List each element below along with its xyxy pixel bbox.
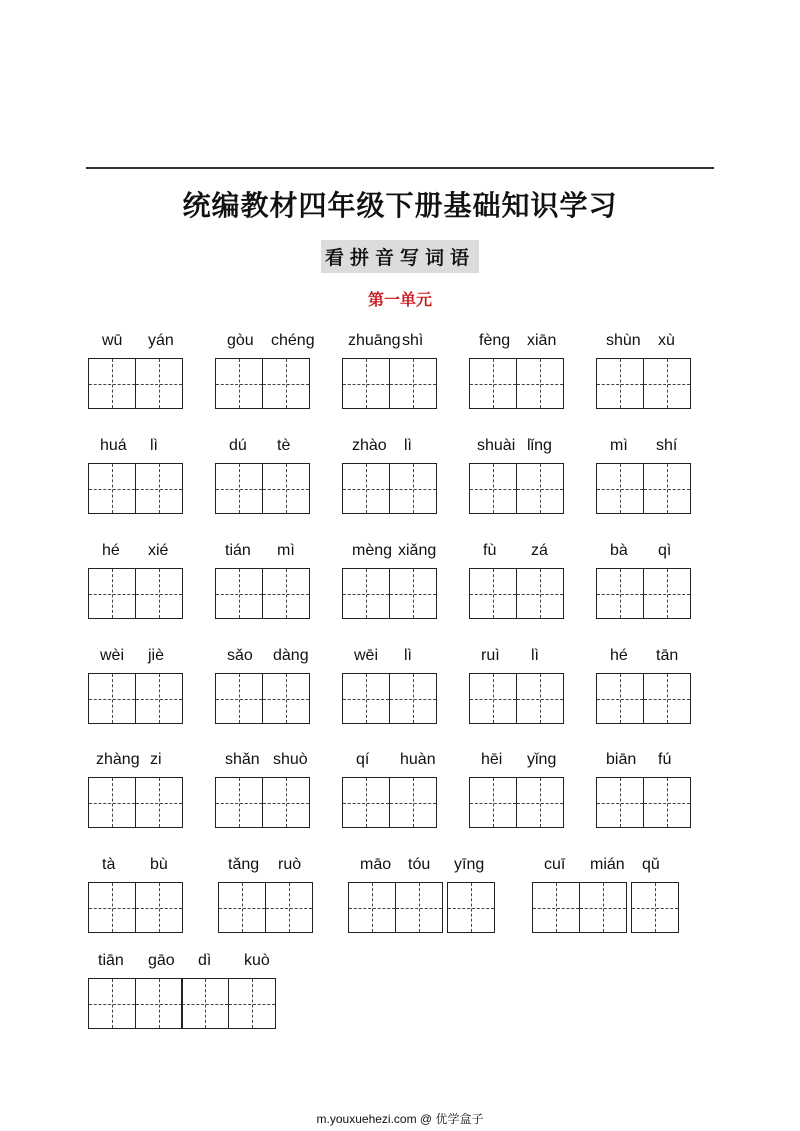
pinyin-syllable: lì	[404, 437, 412, 454]
writing-boxes	[88, 777, 181, 828]
writing-cell[interactable]	[631, 882, 679, 933]
pinyin-syllable: gòu	[227, 332, 254, 349]
pinyin-syllable: huá	[100, 437, 127, 454]
writing-cell[interactable]	[262, 463, 310, 514]
pinyin-syllable: huàn	[400, 751, 436, 768]
writing-boxes	[596, 673, 689, 724]
writing-cell[interactable]	[516, 358, 564, 409]
pinyin-syllable: xié	[148, 542, 169, 559]
pinyin-syllable: mì	[277, 542, 295, 559]
subtitle-container	[0, 240, 800, 273]
writing-cell[interactable]	[643, 358, 691, 409]
writing-cell[interactable]	[596, 358, 644, 409]
writing-cell[interactable]	[469, 358, 517, 409]
writing-cell[interactable]	[215, 777, 263, 828]
top-rule	[86, 167, 714, 169]
writing-cell[interactable]	[218, 882, 266, 933]
pinyin-syllable: gāo	[148, 952, 175, 969]
writing-boxes	[596, 463, 689, 514]
writing-cell[interactable]	[389, 673, 437, 724]
pinyin-syllable: tián	[225, 542, 251, 559]
writing-cell[interactable]	[215, 568, 263, 619]
writing-cell[interactable]	[516, 568, 564, 619]
pinyin-syllable: dú	[229, 437, 247, 454]
pinyin-syllable: jiè	[148, 647, 165, 664]
pinyin-syllable: shùn	[606, 332, 641, 349]
pinyin-syllable: lì	[531, 647, 539, 664]
pinyin-syllable: qì	[658, 542, 672, 559]
pinyin-syllable: tiān	[98, 952, 124, 969]
writing-cell[interactable]	[389, 777, 437, 828]
writing-boxes	[596, 568, 689, 619]
pinyin-syllable: shì	[402, 332, 424, 349]
writing-boxes	[532, 882, 678, 933]
writing-cell[interactable]	[469, 568, 517, 619]
pinyin-syllable: tà	[102, 856, 116, 873]
writing-cell[interactable]	[389, 463, 437, 514]
pinyin-syllable: wū	[102, 332, 123, 349]
pinyin-syllable: fú	[658, 751, 672, 768]
pinyin-syllable: sǎo	[227, 647, 253, 664]
writing-boxes	[342, 463, 435, 514]
pinyin-syllable: chéng	[271, 332, 315, 349]
pinyin-syllable: zi	[150, 751, 162, 768]
writing-cell[interactable]	[262, 358, 310, 409]
writing-cell[interactable]	[516, 777, 564, 828]
pinyin-syllable: shí	[656, 437, 678, 454]
writing-cell[interactable]	[596, 568, 644, 619]
writing-cell[interactable]	[215, 358, 263, 409]
writing-boxes	[88, 568, 181, 619]
writing-cell[interactable]	[469, 777, 517, 828]
writing-cell[interactable]	[596, 673, 644, 724]
writing-cell[interactable]	[265, 882, 313, 933]
pinyin-syllable: xiān	[527, 332, 557, 349]
pinyin-syllable: yán	[148, 332, 174, 349]
pinyin-syllable: yīng	[454, 856, 485, 873]
pinyin-syllable: biān	[606, 751, 637, 768]
pinyin-syllable: qǔ	[642, 856, 660, 873]
pinyin-syllable: hé	[610, 647, 628, 664]
writing-boxes	[215, 568, 308, 619]
writing-boxes	[215, 358, 308, 409]
writing-boxes	[469, 463, 562, 514]
pinyin-syllable: wēi	[354, 647, 379, 664]
pinyin-syllable: mì	[610, 437, 628, 454]
writing-boxes	[342, 358, 435, 409]
writing-cell[interactable]	[643, 568, 691, 619]
writing-cell[interactable]	[342, 777, 390, 828]
writing-boxes	[215, 777, 308, 828]
pinyin-syllable: kuò	[244, 952, 270, 969]
writing-boxes	[88, 882, 181, 933]
pinyin-syllable: shuò	[273, 751, 308, 768]
writing-cell[interactable]	[135, 463, 183, 514]
writing-boxes	[348, 882, 494, 933]
writing-cell[interactable]	[643, 673, 691, 724]
pinyin-syllable: lì	[404, 647, 412, 664]
writing-cell[interactable]	[215, 673, 263, 724]
writing-cell[interactable]	[88, 463, 136, 514]
writing-cell[interactable]	[88, 568, 136, 619]
writing-cell[interactable]	[135, 673, 183, 724]
pinyin-syllable: wèi	[100, 647, 125, 664]
writing-cell[interactable]	[88, 978, 136, 1029]
writing-cell[interactable]	[181, 978, 229, 1029]
writing-boxes	[469, 358, 562, 409]
writing-cell[interactable]	[395, 882, 443, 933]
footer-source: m.youxuehezi.com @ 优学盒子	[316, 1112, 484, 1126]
writing-cell[interactable]	[389, 358, 437, 409]
writing-boxes	[469, 777, 562, 828]
writing-boxes	[88, 358, 181, 409]
writing-cell[interactable]	[228, 978, 276, 1029]
writing-cell[interactable]	[262, 568, 310, 619]
writing-cell[interactable]	[88, 358, 136, 409]
section-subtitle: 看拼音写词语	[321, 240, 479, 273]
pinyin-syllable: tān	[656, 647, 679, 664]
writing-boxes	[88, 463, 181, 514]
writing-cell[interactable]	[135, 882, 183, 933]
writing-cell[interactable]	[135, 358, 183, 409]
pinyin-syllable: yǐng	[527, 751, 557, 768]
pinyin-syllable: tóu	[408, 856, 431, 873]
pinyin-syllable: zhào	[352, 437, 387, 454]
writing-cell[interactable]	[135, 568, 183, 619]
writing-cell[interactable]	[516, 463, 564, 514]
writing-boxes	[469, 568, 562, 619]
writing-boxes	[469, 673, 562, 724]
writing-cell[interactable]	[447, 882, 495, 933]
writing-cell[interactable]	[596, 463, 644, 514]
writing-cell[interactable]	[596, 777, 644, 828]
writing-boxes	[215, 673, 308, 724]
pinyin-syllable: cuī	[544, 856, 566, 873]
writing-cell[interactable]	[88, 882, 136, 933]
page-title: 统编教材四年级下册基础知识学习	[182, 189, 618, 222]
writing-cell[interactable]	[215, 463, 263, 514]
pinyin-syllable: dàng	[273, 647, 309, 664]
writing-cell[interactable]	[342, 568, 390, 619]
writing-cell[interactable]	[262, 777, 310, 828]
pinyin-syllable: xù	[658, 332, 675, 349]
pinyin-syllable: mèng	[352, 542, 393, 559]
writing-cell[interactable]	[469, 673, 517, 724]
pinyin-syllable: zá	[531, 542, 548, 559]
pinyin-syllable: qí	[356, 751, 370, 768]
writing-boxes	[342, 568, 435, 619]
writing-cell[interactable]	[342, 358, 390, 409]
pinyin-syllable: mián	[590, 856, 625, 873]
pinyin-syllable: shuài	[477, 437, 516, 454]
writing-cell[interactable]	[88, 673, 136, 724]
pinyin-syllable: ruò	[278, 856, 302, 873]
pinyin-syllable: dì	[198, 952, 212, 969]
writing-boxes	[596, 358, 689, 409]
writing-cell[interactable]	[579, 882, 627, 933]
writing-cell[interactable]	[532, 882, 580, 933]
writing-cell[interactable]	[135, 978, 183, 1029]
writing-cell[interactable]	[643, 463, 691, 514]
pinyin-syllable: lǐng	[527, 437, 552, 454]
pinyin-syllable: fèng	[479, 332, 511, 349]
pinyin-syllable: hé	[102, 542, 120, 559]
pinyin-syllable: hēi	[481, 751, 503, 768]
pinyin-syllable: tè	[277, 437, 291, 454]
writing-cell[interactable]	[348, 882, 396, 933]
writing-boxes	[218, 882, 311, 933]
writing-cell[interactable]	[389, 568, 437, 619]
writing-cell[interactable]	[135, 777, 183, 828]
pinyin-syllable: tǎng	[228, 856, 260, 873]
pinyin-syllable: māo	[360, 856, 392, 873]
writing-boxes	[88, 673, 181, 724]
writing-boxes	[88, 978, 274, 1029]
writing-cell[interactable]	[516, 673, 564, 724]
pinyin-syllable: bà	[610, 542, 628, 559]
writing-boxes	[596, 777, 689, 828]
pinyin-syllable: bù	[150, 856, 168, 873]
writing-cell[interactable]	[342, 673, 390, 724]
pinyin-syllable: lì	[150, 437, 158, 454]
writing-cell[interactable]	[469, 463, 517, 514]
writing-cell[interactable]	[88, 777, 136, 828]
writing-cell[interactable]	[342, 463, 390, 514]
pinyin-syllable: shǎn	[225, 751, 260, 768]
pinyin-syllable: zhuāng	[348, 332, 401, 349]
pinyin-syllable: zhàng	[96, 751, 140, 768]
writing-boxes	[342, 777, 435, 828]
writing-boxes	[342, 673, 435, 724]
unit-heading: 第一单元	[367, 290, 432, 309]
writing-cell[interactable]	[262, 673, 310, 724]
writing-cell[interactable]	[643, 777, 691, 828]
pinyin-syllable: xiǎng	[398, 542, 437, 559]
writing-boxes	[215, 463, 308, 514]
pinyin-syllable: ruì	[481, 647, 500, 664]
pinyin-syllable: fù	[483, 542, 497, 559]
